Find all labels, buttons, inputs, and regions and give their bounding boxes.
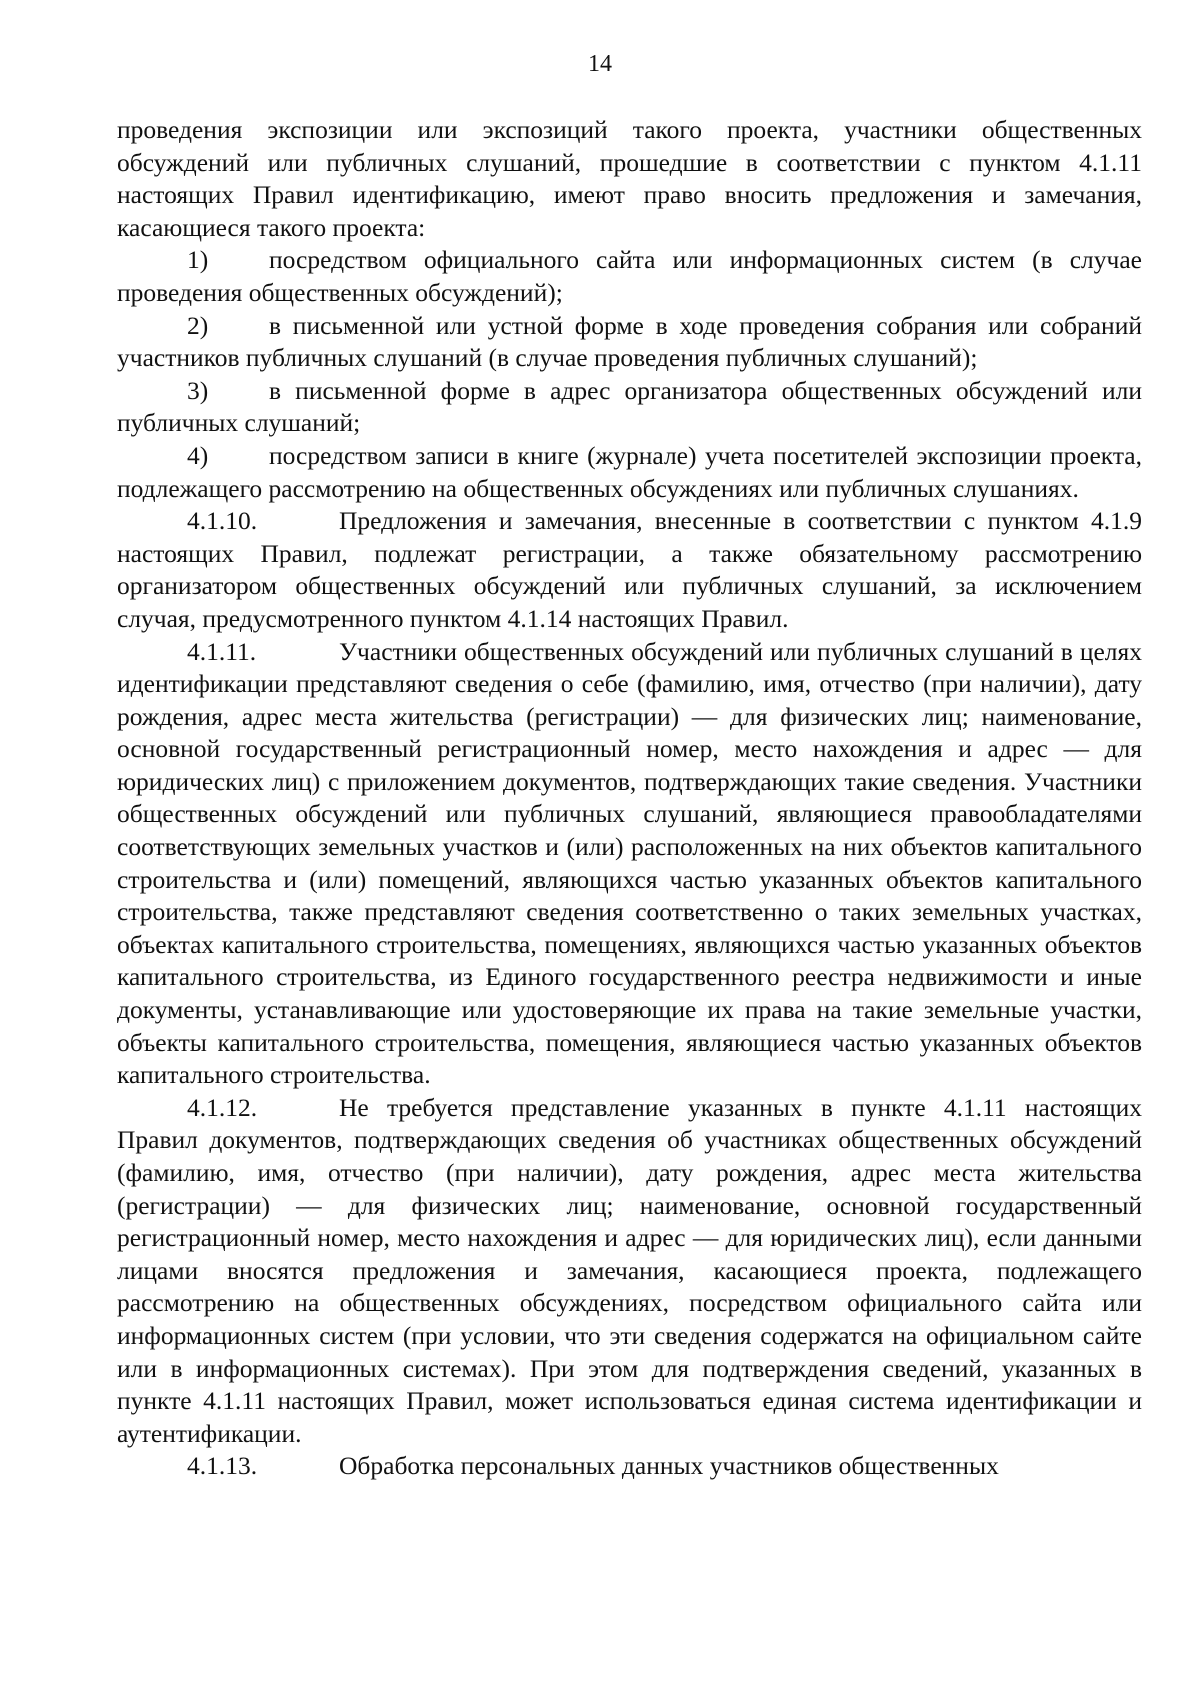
list-item-1 [117,244,1142,309]
list-item-number: 1) [187,245,209,275]
list-item-2 [117,310,1142,375]
section-text: Обработка персональных данных участников общественных [339,1451,999,1481]
section-4-1-12 [117,1092,1142,1451]
list-item-4 [117,440,1142,505]
document-body [117,114,1142,1483]
paragraph-continuation [117,114,1142,244]
section-4-1-10 [117,505,1142,635]
list-item-text: посредством записи в книге (журнале) учета посетителей экспозиции проекта, подлежащего рассмотрению на общественных обсуждениях или публичных слушаниях. [117,440,1142,503]
list-item-3 [117,375,1142,440]
section-number: 4.1.10. [187,506,258,536]
list-item-number: 2) [187,310,209,340]
section-number: 4.1.11. [187,636,257,666]
list-item-number: 4) [187,440,209,470]
list-item-text: в письменной форме в адрес организатора общественных обсуждений или публичных слушаний; [117,375,1142,438]
paragraph-text: проведения экспозиции или экспозиций такого проекта, участники общественных обсуждений или публичных слушаний, прошедшие в соответствии с пунктом 4.1.11 настоящих Правил идентификацию, имеют право вносить предложения и замечания, касающиеся такого проекта: [117,115,1142,242]
list-item-text: в письменной или устной форме в ходе проведения собрания или собраний участников публичных слушаний (в случае проведения публичных слушаний); [117,310,1142,373]
list-item-number: 3) [187,375,209,405]
section-number: 4.1.12. [187,1092,258,1122]
section-4-1-13 [117,1450,1142,1483]
section-text: Предложения и замечания, внесенные в соответствии с пунктом 4.1.9 настоящих Правил, подлежат регистрации, а также обязательному рассмотрению организатором общественных обсуждений или публичных слушаний, за исключением случая, предусмотренного пунктом 4.1.14 настоящих Правил. [117,506,1142,633]
section-text: Не требуется представление указанных в пункте 4.1.11 настоящих Правил документов, подтверждающих сведения об участниках общественных обсуждений (фамилию, имя, отчество (при наличии), дату рождения, адрес места жительства (регистрации) — для физических лиц; наименование, основной государственный регистрационный номер, место нахождения и адрес — для юридических лиц), если данными лицами вносятся предложения и замечания, касающиеся проекта, подлежащего рассмотрению на общественных обсуждениях, посредством официального сайта или информационных систем (при условии, что эти сведения содержатся на официальном сайте или в информационных системах). При этом для подтверждения сведений, указанных в пункте 4.1.11 настоящих Правил, может использоваться единая система идентификации и аутентификации. [117,1092,1142,1448]
section-4-1-11 [117,636,1142,1092]
section-text: Участники общественных обсуждений или публичных слушаний в целях идентификации представляют сведения о себе (фамилию, имя, отчество (при наличии), дату рождения, адрес места жительства (регистрации) — для физических лиц; наименование, основной государственный регистрационный номер, место нахождения и адрес — для юридических лиц) с приложением документов, подтверждающих такие сведения. Участники общественных обсуждений или публичных слушаний, являющиеся правообладателями соответствующих земельных участков и (или) расположенных на них объектов капитального строительства и (или) помещений, являющихся частью указанных объектов капитального строительства, также представляют сведения соответственно о таких земельных участках, объектах капитального строительства, помещениях, являющихся частью указанных объектов капитального строительства, из Единого государственного реестра недвижимости и иные документы, устанавливающие или удостоверяющие их права на такие земельные участки, объекты капитального строительства, помещения, являющиеся частью указанных объектов капитального строительства. [117,636,1142,1090]
list-item-text: посредством официального сайта или информационных систем (в случае проведения общественных обсуждений); [117,245,1142,307]
page-number: 14 [588,51,612,77]
section-number: 4.1.13. [187,1451,258,1481]
